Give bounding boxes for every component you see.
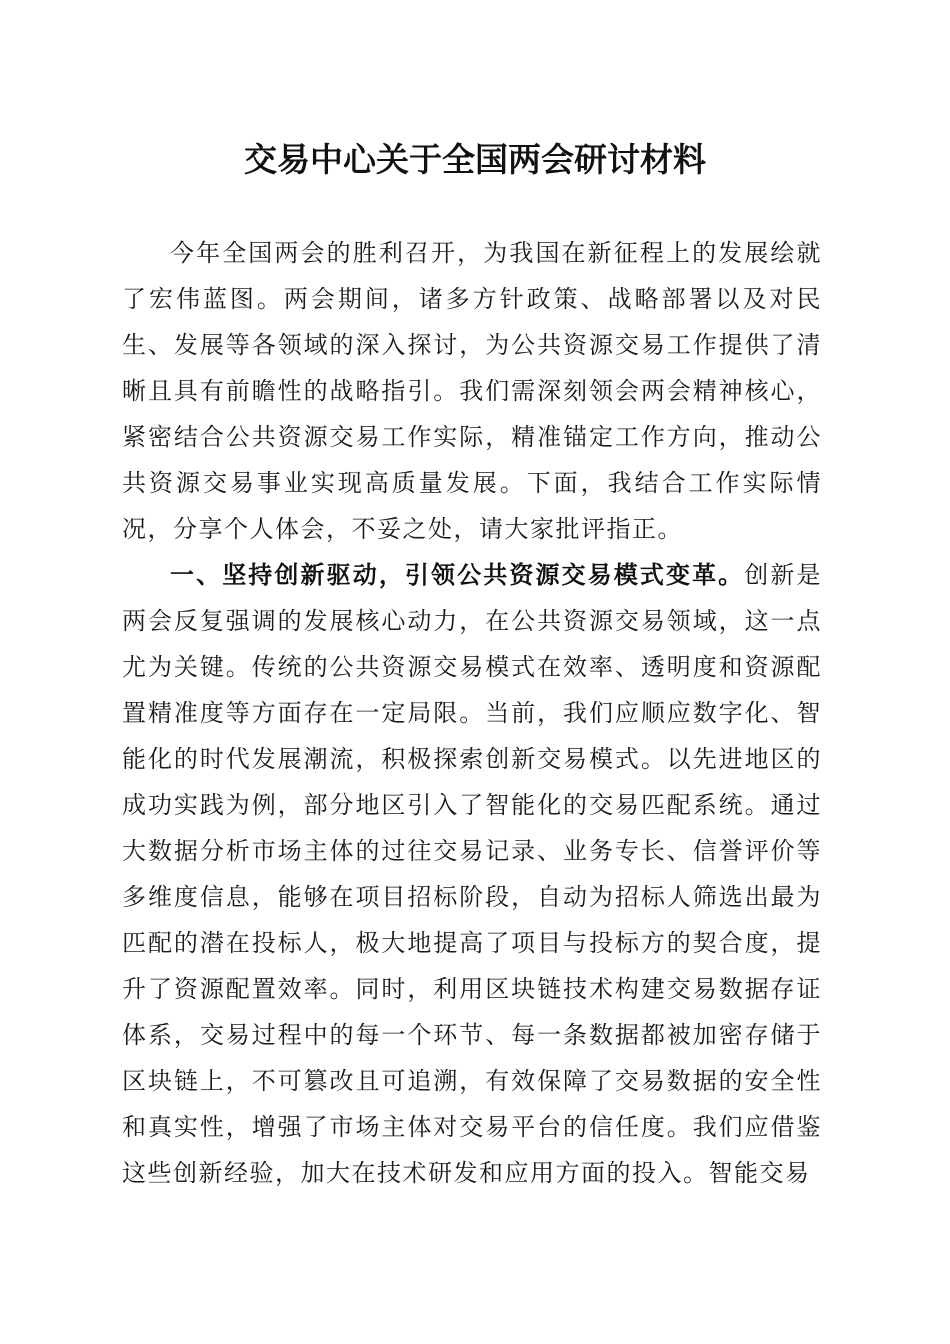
- paragraph-section-1: [122, 552, 822, 1196]
- document-title: 交易中心关于全国两会研讨材料: [244, 140, 706, 179]
- document-body: [122, 230, 822, 1196]
- section-1-text: 创新是两会反复强调的发展核心动力，在公共资源交易领域，这一点尤为关键。传统的公共资源交易模式在效率、透明度和资源配置精准度等方面存在一定局限。当前，我们应顺应数字化、智能化的时代发展潮流，积极探索创新交易模式。以先进地区的成功实践为例，部分地区引入了智能化的交易匹配系统。通过大数据分析市场主体的过往交易记录、业务专长、信誉评价等多维度信息，能够在项目招标阶段，自动为招标人筛选出最为匹配的潜在投标人，极大地提高了项目与投标方的契合度，提升了资源配置效率。同时，利用区块链技术构建交易数据存证体系，交易过程中的每一个环节、每一条数据都被加密存储于区块链上，不可篡改且可追溯，有效保障了交易数据的安全性和真实性，增强了市场主体对交易平台的信任度。我们应借鉴这些创新经验，加大在技术研发和应用方面的投入。智能交易: [122, 561, 823, 1187]
- paragraph-intro: [122, 230, 822, 552]
- paragraph-intro-text: 今年全国两会的胜利召开，为我国在新征程上的发展绘就了宏伟蓝图。两会期间，诸多方针政策、战略部署以及对民生、发展等各领域的深入探讨，为公共资源交易工作提供了清晰且具有前瞻性的战略指引。我们需深刻领会两会精神核心，紧密结合公共资源交易工作实际，精准锚定工作方向，推动公共资源交易事业实现高质量发展。下面，我结合工作实际情况，分享个人体会，不妥之处，请大家批评指正。: [122, 239, 822, 543]
- section-1-heading: 一、坚持创新驱动，引领公共资源交易模式变革。: [170, 561, 745, 589]
